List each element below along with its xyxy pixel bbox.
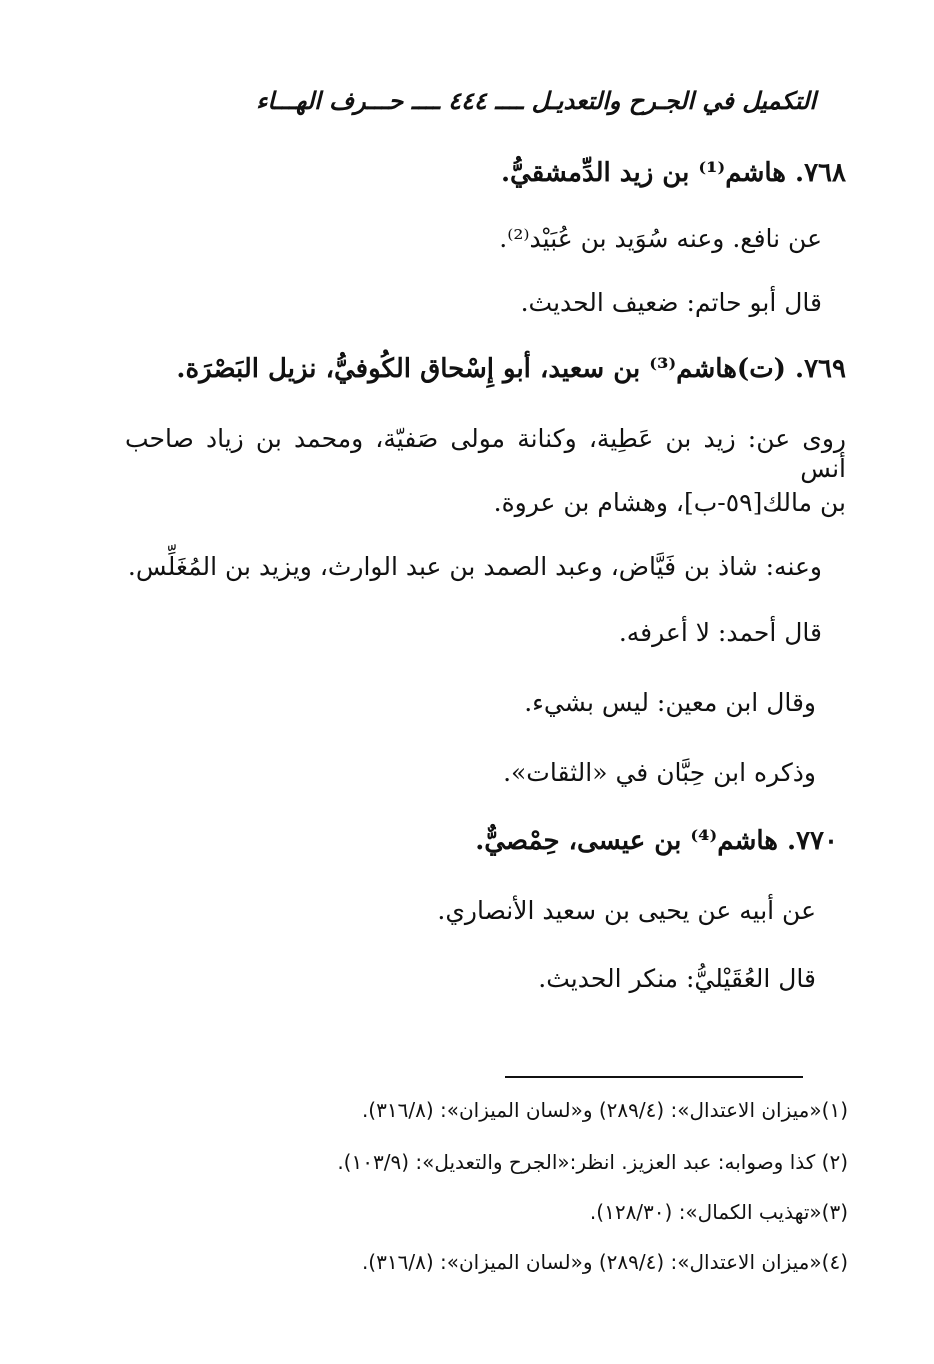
- entry-770-line-1: عن أبيه عن يحيى بن سعيد الأنصاري.: [437, 896, 816, 925]
- entry-769-line-3: وعنه: شاذ بن فَيَّاض، وعبد الصمد بن عبد الوارث، ويزيد بن المُغَلِّس.: [127, 552, 822, 581]
- entry-heading-769: ٧٦٩. (ت)هاشم⁽³⁾ بن سعيد، أبو إِسْحاق الكُوفيُّ، نزيل البَصْرَة.: [176, 354, 846, 384]
- footnote-1: (١)«ميزان الاعتدال»: (٢٨٩/٤) و«لسان الميزان»: (٣١٦/٨).: [361, 1098, 848, 1122]
- entry-heading-768: ٧٦٨. هاشم⁽¹⁾ بن زيد الدِّمشقيُّ.: [500, 158, 846, 188]
- footnote-4: (٤)«ميزان الاعتدال»: (٢٨٩/٤) و«لسان الميزان»: (٣١٦/٨).: [361, 1250, 848, 1274]
- entry-769-line-4: قال أحمد: لا أعرفه.: [618, 618, 822, 647]
- running-header: التكميل في الجـرح والتعديـل ــــ ٤٤٤ ــــ حـــرف الهـــاء: [256, 86, 816, 115]
- entry-769-line-5: وقال ابن معين: ليس بشيء.: [524, 688, 816, 717]
- entry-768-line-1: عن نافع. وعنه سُوَيد بن عُبَيْد⁽²⁾.: [499, 224, 822, 253]
- entry-769-line-2: بن مالك[٥٩-ب]، وهشام بن عروة.: [493, 488, 846, 517]
- entry-770-line-2: قال العُقَيْليُّ: منكر الحديث.: [538, 964, 816, 993]
- entry-769-line-1: روى عن: زيد بن عَطِية، وكنانة مولى صَفيّة، ومحمد بن زياد صاحب أنس: [125, 424, 846, 483]
- entry-768-line-2: قال أبو حاتم: ضعيف الحديث.: [520, 288, 822, 317]
- entry-heading-770: ٧٧٠. هاشم⁽⁴⁾ بن عيسى، حِمْصيٌّ.: [475, 826, 838, 856]
- footnote-2: (٢) كذا وصوابه: عبد العزيز. انظر:«الجرح والتعديل»: (١٠٣/٩).: [337, 1150, 848, 1174]
- footnote-3: (٣)«تهذيب الكمال»: (١٢٨/٣٠).: [589, 1200, 848, 1224]
- footnote-separator: [505, 1076, 803, 1078]
- entry-769-line-6: وذكره ابن حِبَّان في «الثقات».: [503, 758, 816, 787]
